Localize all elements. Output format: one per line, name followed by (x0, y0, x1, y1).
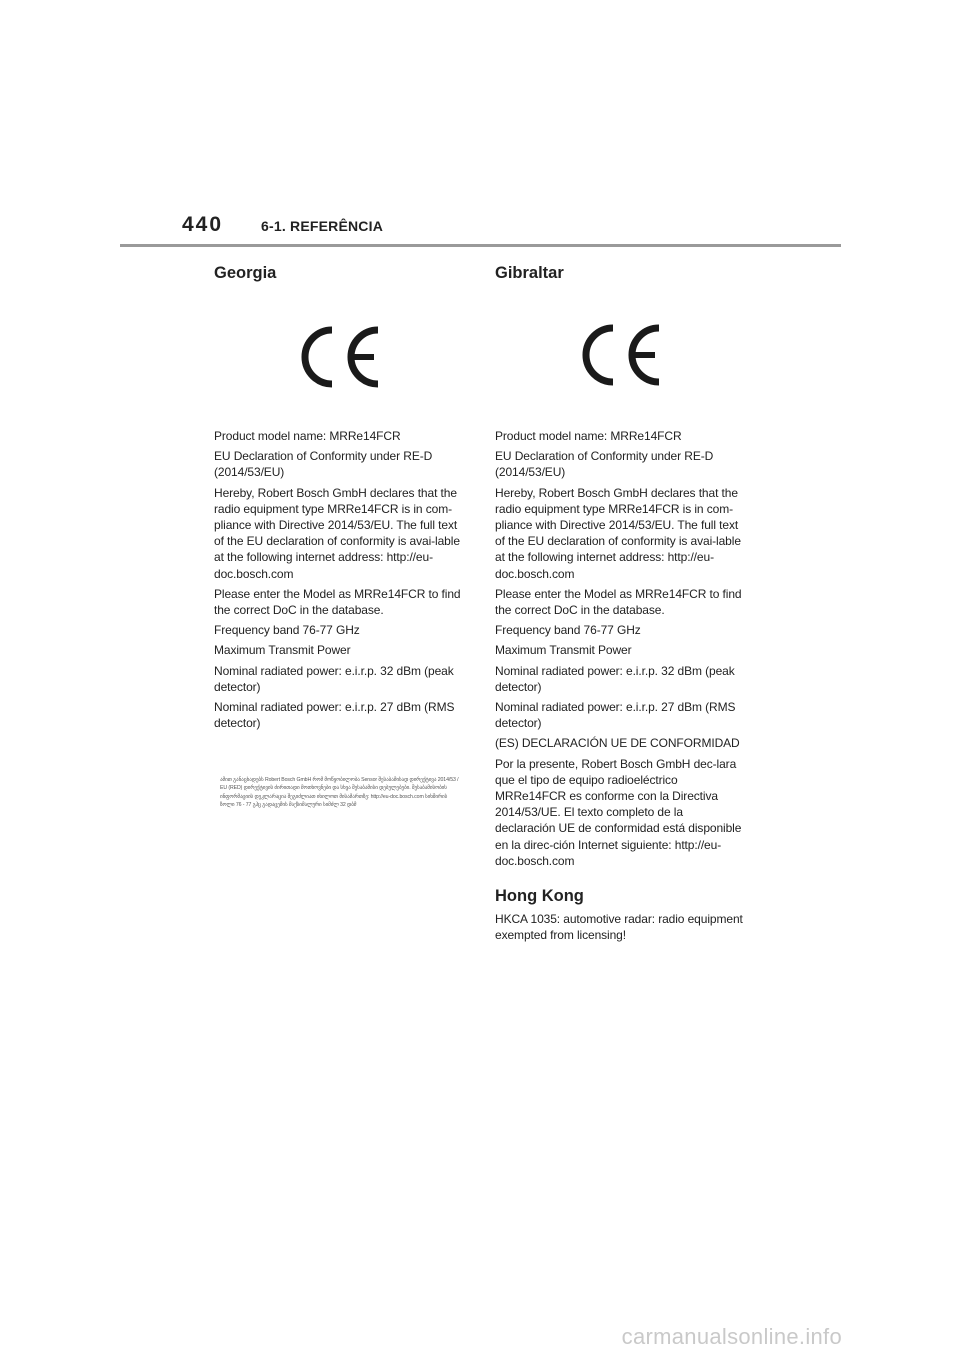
georgia-paragraph: Hereby, Robert Bosch GmbH declares that the radio equipment type MRRe14FCR is in com-pliance with Directive 2014/53/EU. The full text of the EU declaration of conformity is avai-lable at the following internet address: http://eu-doc.bosch.com (214, 485, 460, 581)
page-number: 440 (182, 213, 224, 236)
georgia-paragraphs (214, 428, 464, 731)
georgia-heading: Georgia (214, 264, 277, 282)
gibraltar-paragraph: Please enter the Model as MRRe14FCR to find the correct DoC in the database. (495, 586, 742, 618)
georgia-section (214, 262, 464, 731)
georgia-paragraph: Please enter the Model as MRRe14FCR to find the correct DoC in the database. (214, 586, 461, 618)
hong-kong-heading: Hong Kong (495, 887, 584, 906)
georgia-paragraph: Maximum Transmit Power (214, 643, 351, 658)
ce-mark-icon (296, 326, 382, 388)
georgian-declaration-text: ამით განაცხადებს Robert Bosch GmbH რომ მოწყობილობა Sensor შესაბამისად დირექტივა 2014/53 / EU (RED) დირექტივის ძირითადი მოთხოვნები და სხვა შესაბამისი დებულებები. შესაბამისობის ინფორმაციის დეკლარაცია შეგიძლიათ იხილოთ მისამართზე: http://eu-doc.bosch.com სიხშირის ზოლი 76 - 77 გჰც გადაცემის მაქსიმალური სიმძლ 32 დბმ (220, 777, 459, 809)
gibraltar-paragraph: EU Declaration of Conformity under RE-D (2014/53/EU) (495, 449, 714, 480)
georgia-paragraph: Nominal radiated power: e.i.r.p. 27 dBm (RMS detector) (214, 700, 455, 731)
ce-mark-icon (577, 324, 663, 386)
gibraltar-paragraph: Product model name: MRRe14FCR (495, 429, 682, 443)
hong-kong-paragraph: HKCA 1035: automotive radar: radio equipment exempted from licensing! (495, 912, 743, 943)
georgia-paragraph: EU Declaration of Conformity under RE-D (2014/53/EU) (214, 449, 433, 480)
section-title: 6-1. REFERÊNCIA (261, 218, 384, 234)
georgia-paragraph: Product model name: MRRe14FCR (214, 429, 401, 443)
gibraltar-paragraphs (495, 428, 745, 869)
gibraltar-paragraph: Hereby, Robert Bosch GmbH declares that the radio equipment type MRRe14FCR is in com-pliance with Directive 2014/53/EU. The full text of the EU declaration of conformity is avai-lable at the following internet address: http://eu-doc.bosch.com (495, 485, 741, 581)
gibraltar-paragraph: Nominal radiated power: e.i.r.p. 32 dBm (peak detector) (495, 663, 735, 694)
gibraltar-heading: Gibraltar (495, 264, 564, 282)
header-rule (120, 244, 841, 247)
gibraltar-paragraph: Maximum Transmit Power (495, 643, 632, 658)
gibraltar-paragraph: Nominal radiated power: e.i.r.p. 27 dBm (RMS detector) (495, 700, 736, 731)
gibraltar-paragraph: Por la presente, Robert Bosch GmbH dec-lara que el tipo de equipo radioeléctrico MRRe14FCR es conforme con la Directiva 2014/53/UE. El texto completo de la declaración UE de conformidad está disponible en la direc-ción Internet siguiente: http://eu-doc.bosch.com (495, 756, 742, 868)
gibraltar-paragraph: Frequency band 76-77 GHz (495, 623, 641, 638)
georgia-paragraph: Nominal radiated power: e.i.r.p. 32 dBm (peak detector) (214, 663, 454, 694)
georgia-paragraph: Frequency band 76-77 GHz (214, 623, 360, 638)
gibraltar-section (495, 262, 745, 943)
gibraltar-paragraph: (ES) DECLARACIÓN UE DE CONFORMIDAD (495, 736, 740, 751)
watermark-text[interactable]: carmanualsonline.info (621, 1324, 842, 1349)
